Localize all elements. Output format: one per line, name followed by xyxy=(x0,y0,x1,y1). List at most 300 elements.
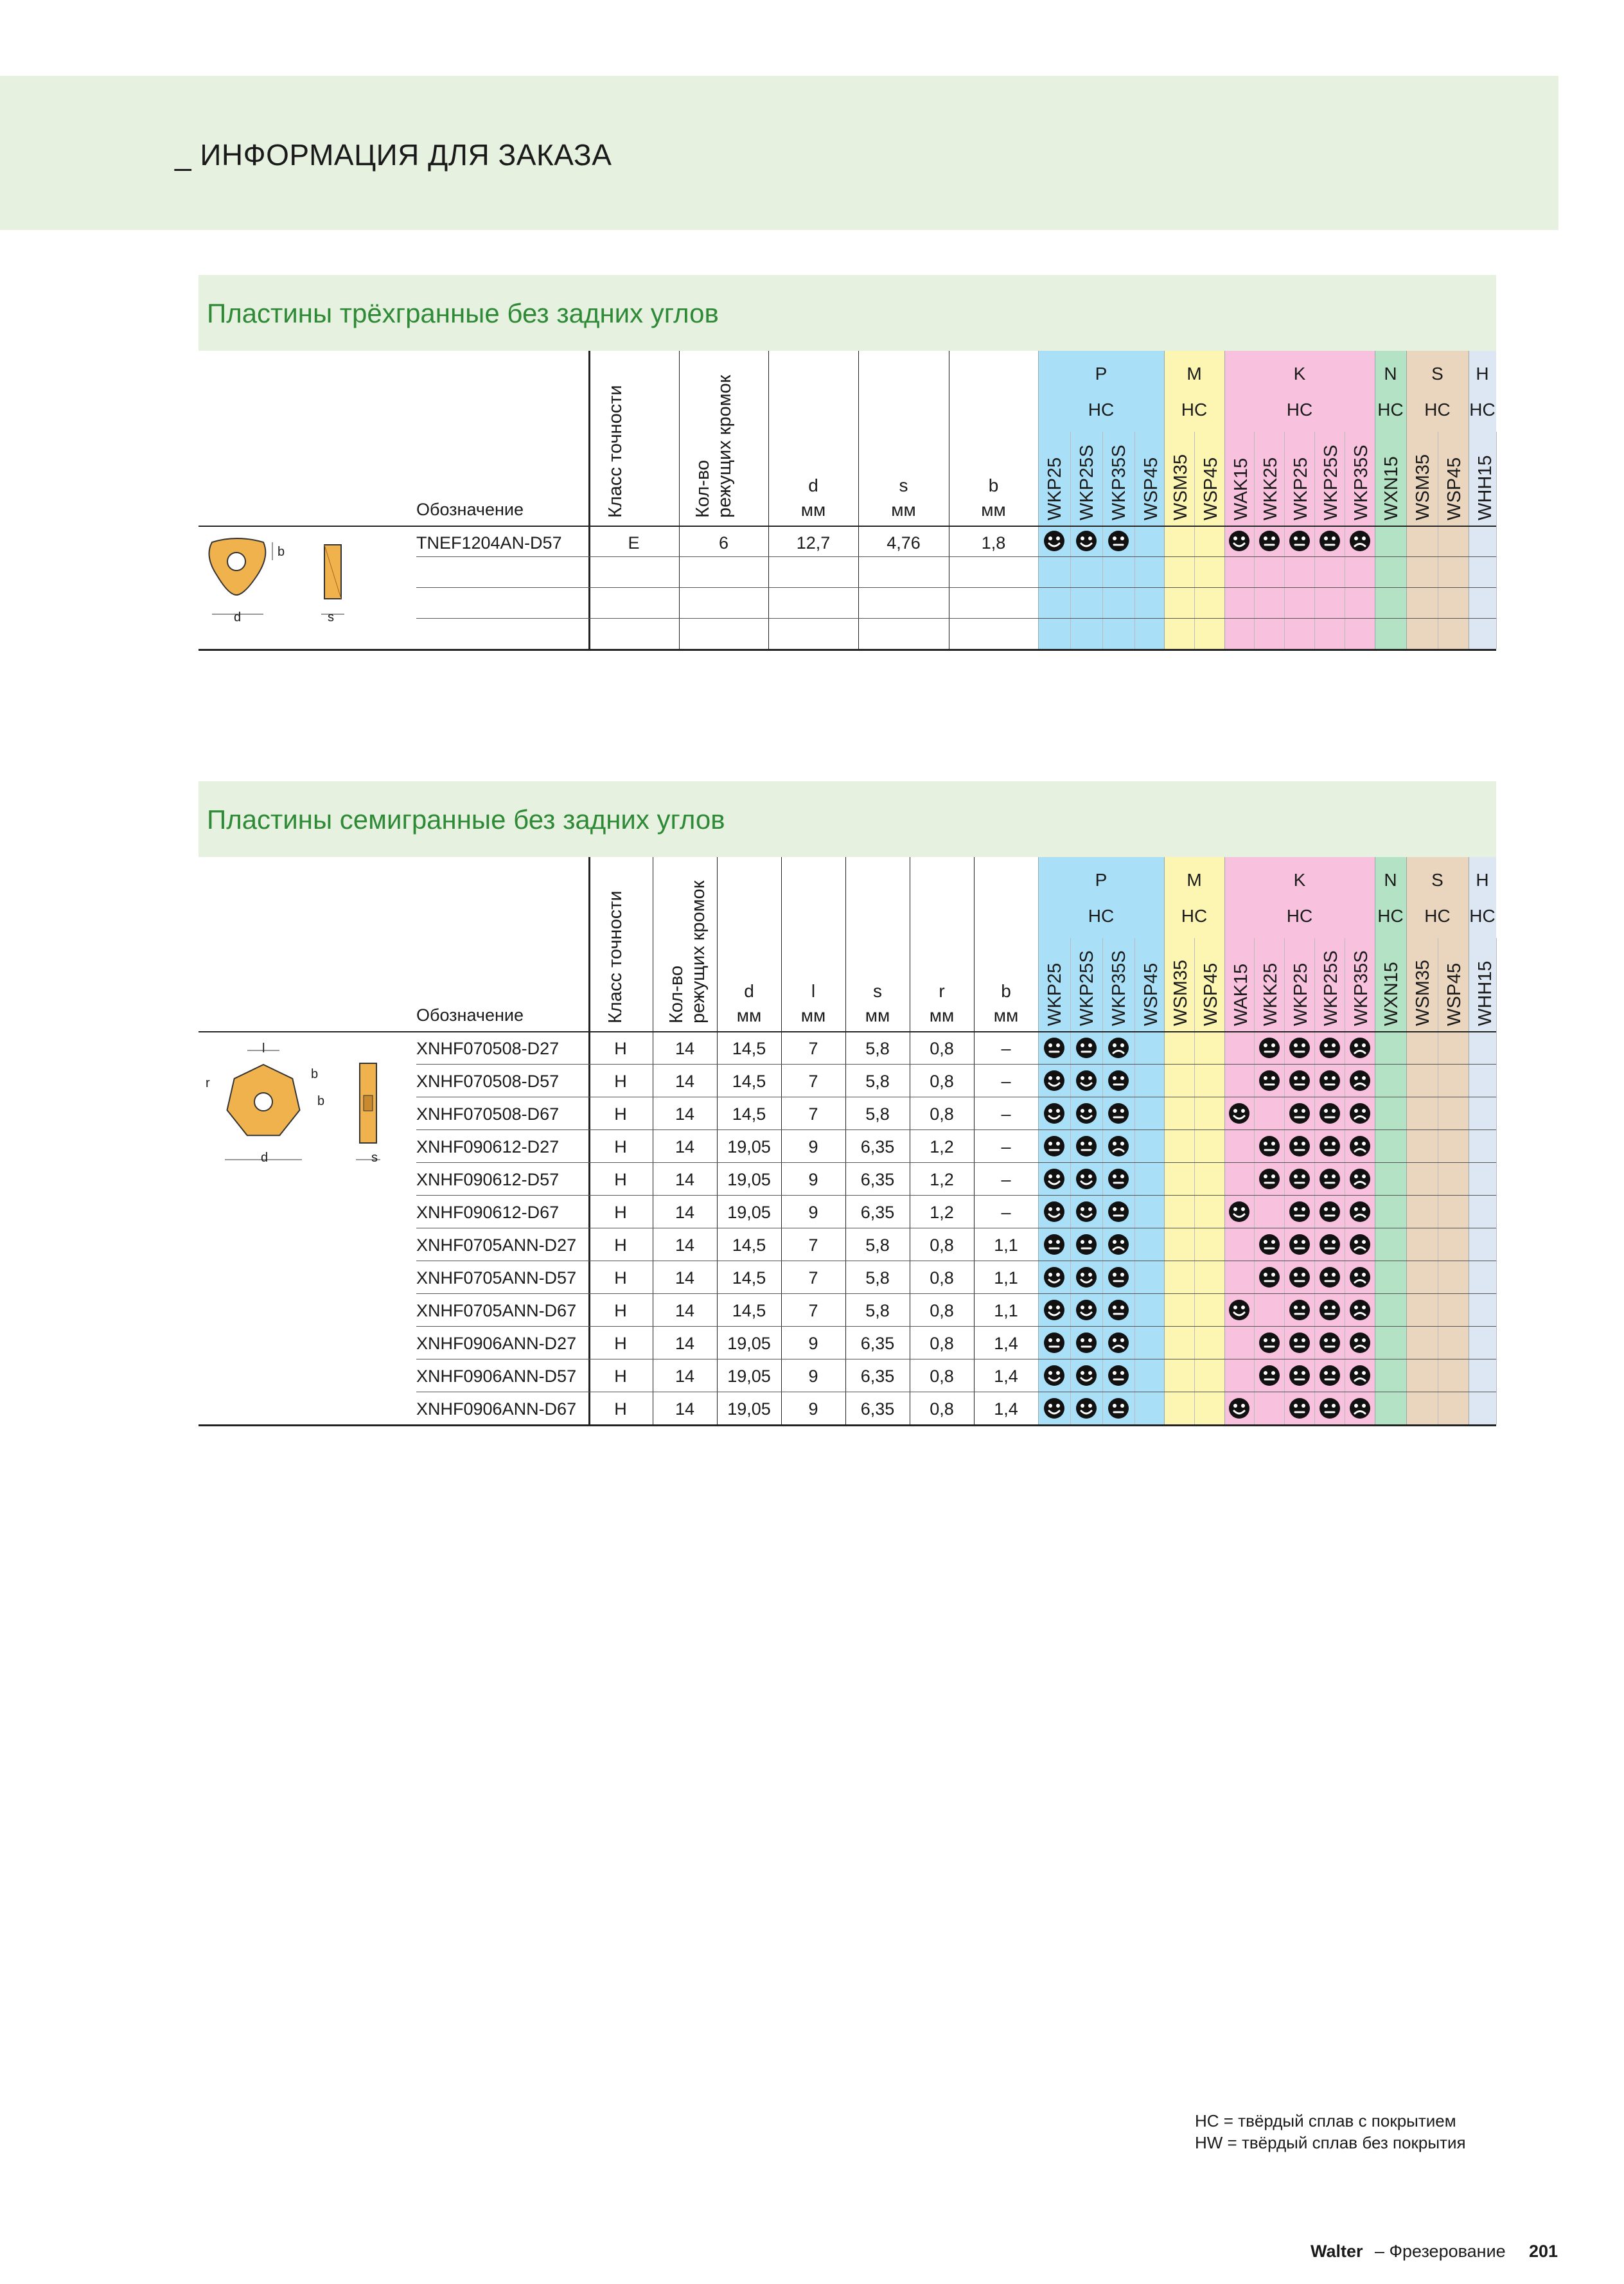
drawing-label-s: s xyxy=(328,610,334,624)
dimension-value: 4,76 xyxy=(887,533,921,553)
suitability-ok-icon xyxy=(1319,1266,1341,1288)
header-rule xyxy=(199,1031,1496,1032)
dim-label: l xyxy=(811,981,816,1001)
grade-label: WSP45 xyxy=(1444,962,1465,1026)
header-rule xyxy=(199,526,1496,527)
grade-divider xyxy=(1314,432,1315,649)
suitability-ok-icon xyxy=(1258,530,1280,552)
column-label-accuracy: Класс точности xyxy=(605,890,626,1023)
material-group-coating: HC xyxy=(1377,906,1404,926)
suitability-ok-icon xyxy=(1043,1135,1065,1157)
designation-code: XNHF0705ANN-D67 xyxy=(416,1301,577,1320)
cutting-edges: 14 xyxy=(675,1203,695,1222)
grade-label: WSM35 xyxy=(1413,454,1433,520)
material-group-coating: HC xyxy=(1286,906,1313,926)
suitability-ok-icon xyxy=(1319,1070,1341,1092)
suitability-good-icon xyxy=(1043,1299,1065,1321)
suitability-ok-icon xyxy=(1319,1299,1341,1321)
suitability-fair-icon xyxy=(1349,1201,1371,1223)
suitability-good-icon xyxy=(1043,1168,1065,1190)
material-group-coating: HC xyxy=(1469,400,1496,420)
dim-label: r xyxy=(939,981,945,1001)
grade-label: WKP25S xyxy=(1077,950,1097,1026)
dimension-value: 19,05 xyxy=(727,1399,771,1419)
material-group-label: S xyxy=(1431,364,1443,384)
dimension-value: 6,35 xyxy=(860,1367,895,1386)
cutting-edges: 14 xyxy=(675,1137,695,1156)
material-group-coating: HC xyxy=(1088,906,1115,926)
row-rule xyxy=(416,1129,1496,1130)
column-divider xyxy=(679,351,680,649)
dimension-value: 9 xyxy=(808,1334,818,1353)
cutting-edges: 14 xyxy=(675,1039,695,1058)
dimension-value: 1,4 xyxy=(994,1367,1018,1386)
drawing-label-b: b xyxy=(311,1067,319,1081)
insert-drawing-triangular xyxy=(199,531,385,633)
grade-label: WSM35 xyxy=(1170,959,1191,1026)
material-group-label: P xyxy=(1095,870,1108,890)
dimension-value: 14,5 xyxy=(732,1268,766,1288)
dimension-value: 9 xyxy=(808,1170,818,1189)
dimension-value: 7 xyxy=(808,1268,818,1288)
suitability-ok-icon xyxy=(1319,1037,1341,1059)
grade-label: WKP35S xyxy=(1351,950,1372,1026)
dimension-value: 7 xyxy=(808,1235,818,1255)
dimension-value: 0,8 xyxy=(930,1072,954,1091)
suitability-ok-icon xyxy=(1258,1168,1280,1190)
accuracy-class: H xyxy=(614,1072,627,1091)
dimension-value: 1,4 xyxy=(994,1399,1018,1419)
designation-code: XNHF0906ANN-D67 xyxy=(416,1399,577,1419)
suitability-ok-icon xyxy=(1289,1037,1311,1059)
suitability-good-icon xyxy=(1075,1201,1097,1223)
suitability-ok-icon xyxy=(1258,1070,1280,1092)
grade-label: WHH15 xyxy=(1475,455,1496,520)
dimension-value: 19,05 xyxy=(727,1367,771,1386)
suitability-fair-icon xyxy=(1349,1299,1371,1321)
suitability-ok-icon xyxy=(1289,1234,1311,1255)
suitability-good-icon xyxy=(1228,1102,1250,1124)
material-group-label: K xyxy=(1293,364,1306,384)
accuracy-class: H xyxy=(614,1203,627,1222)
suitability-good-icon xyxy=(1075,530,1097,552)
grade-label: WAK15 xyxy=(1231,457,1251,520)
grade-label: WKK25 xyxy=(1260,962,1281,1026)
designation-code: XNHF0705ANN-D57 xyxy=(416,1268,577,1288)
row-rule xyxy=(416,1326,1496,1327)
drawing-label-r: r xyxy=(206,1076,210,1090)
dimension-value: 6,35 xyxy=(860,1170,895,1189)
column-label-edges: Кол-во режущих кромок xyxy=(693,375,735,518)
grade-label: WKP25S xyxy=(1077,445,1097,520)
suitability-good-icon xyxy=(1075,1168,1097,1190)
dim-unit: мм xyxy=(800,1005,826,1025)
suitability-ok-icon xyxy=(1075,1332,1097,1354)
grade-label: WKP35S xyxy=(1351,445,1372,520)
column-divider xyxy=(768,351,769,649)
dim-unit: мм xyxy=(993,1005,1019,1025)
row-rule xyxy=(199,649,1496,651)
suitability-ok-icon xyxy=(1108,1070,1129,1092)
designation-label: Обозначение xyxy=(416,1005,524,1025)
row-rule xyxy=(199,1424,1496,1426)
footer-section: – Фрезерование xyxy=(1375,2242,1506,2261)
grade-divider xyxy=(1496,938,1497,1424)
suitability-ok-icon xyxy=(1319,1201,1341,1223)
material-group-coating: HC xyxy=(1424,906,1451,926)
suitability-ok-icon xyxy=(1319,1365,1341,1386)
grade-label: WXN15 xyxy=(1381,962,1402,1026)
dimension-value: 1,2 xyxy=(930,1170,954,1189)
grade-label: WKP35S xyxy=(1109,950,1129,1026)
grade-label: WKP25 xyxy=(1045,457,1065,520)
drawing-label-s: s xyxy=(371,1151,378,1165)
material-group-label: S xyxy=(1431,870,1443,890)
accuracy-class: H xyxy=(614,1137,627,1156)
suitability-good-icon xyxy=(1075,1365,1097,1386)
row-rule xyxy=(416,1293,1496,1294)
grade-divider xyxy=(1164,857,1165,1424)
suitability-fair-icon xyxy=(1349,1365,1371,1386)
dimension-value: 19,05 xyxy=(727,1137,771,1156)
suitability-ok-icon xyxy=(1108,530,1129,552)
dimension-value: 14,5 xyxy=(732,1104,766,1124)
designation-code: XNHF070508-D27 xyxy=(416,1039,560,1058)
accuracy-class: H xyxy=(614,1367,627,1386)
suitability-fair-icon xyxy=(1349,1070,1371,1092)
material-group-coating: HC xyxy=(1469,906,1496,926)
grade-divider xyxy=(1194,432,1195,649)
grade-divider xyxy=(1254,432,1255,649)
grade-divider xyxy=(1134,938,1135,1424)
suitability-fair-icon xyxy=(1349,1234,1371,1255)
suitability-fair-icon xyxy=(1349,1135,1371,1157)
dimension-value: 6,35 xyxy=(860,1203,895,1222)
dimension-value: – xyxy=(1001,1170,1011,1189)
designation-code: XNHF090612-D27 xyxy=(416,1137,560,1156)
dimension-value: 0,8 xyxy=(930,1235,954,1255)
dimension-value: 0,8 xyxy=(930,1367,954,1386)
suitability-ok-icon xyxy=(1319,1135,1341,1157)
suitability-fair-icon xyxy=(1349,1037,1371,1059)
section-title: Пластины трёхгранные без задних углов xyxy=(207,298,719,328)
grade-label: WSP45 xyxy=(1141,962,1161,1026)
grade-divider xyxy=(1038,857,1039,1424)
material-group-coating: HC xyxy=(1181,400,1208,420)
designation-code: XNHF0705ANN-D27 xyxy=(416,1235,577,1255)
suitability-good-icon xyxy=(1228,530,1250,552)
suitability-ok-icon xyxy=(1108,1365,1129,1386)
dimension-value: 12,7 xyxy=(796,533,831,553)
grade-label: WSP45 xyxy=(1201,457,1221,520)
grade-divider xyxy=(1496,432,1497,649)
cutting-edges: 14 xyxy=(675,1072,695,1091)
accuracy-class: H xyxy=(614,1235,627,1255)
designation-code: XNHF090612-D67 xyxy=(416,1203,560,1222)
dimension-value: 9 xyxy=(808,1367,818,1386)
suitability-good-icon xyxy=(1075,1266,1097,1288)
row-rule xyxy=(416,1195,1496,1196)
suitability-good-icon xyxy=(1043,1397,1065,1419)
suitability-ok-icon xyxy=(1108,1266,1129,1288)
accuracy-class: H xyxy=(614,1334,627,1353)
dimension-value: 1,1 xyxy=(994,1268,1018,1288)
suitability-ok-icon xyxy=(1289,1102,1311,1124)
dimension-value: – xyxy=(1001,1072,1011,1091)
dim-label: d xyxy=(808,475,818,495)
dimension-value: 1,4 xyxy=(994,1334,1018,1353)
dim-unit: мм xyxy=(736,1005,762,1025)
suitability-ok-icon xyxy=(1108,1102,1129,1124)
suitability-ok-icon xyxy=(1075,1135,1097,1157)
column-label-accuracy: Класс точности xyxy=(605,385,626,518)
dimension-value: 14,5 xyxy=(732,1235,766,1255)
dimension-value: 7 xyxy=(808,1039,818,1058)
suitability-ok-icon xyxy=(1289,1135,1311,1157)
cutting-edges: 14 xyxy=(675,1334,695,1353)
dimension-value: 14,5 xyxy=(732,1072,766,1091)
cutting-edges: 14 xyxy=(675,1367,695,1386)
material-group-coating: HC xyxy=(1286,400,1313,420)
dimension-value: 19,05 xyxy=(727,1203,771,1222)
dimension-value: 6,35 xyxy=(860,1137,895,1156)
suitability-good-icon xyxy=(1075,1070,1097,1092)
dimension-value: 6,35 xyxy=(860,1399,895,1419)
page-number: 201 xyxy=(1529,2242,1558,2261)
suitability-ok-icon xyxy=(1319,1234,1341,1255)
suitability-ok-icon xyxy=(1319,1168,1341,1190)
dimension-value: 5,8 xyxy=(865,1301,890,1320)
suitability-fair-icon xyxy=(1349,530,1371,552)
dimension-value: 7 xyxy=(808,1072,818,1091)
suitability-ok-icon xyxy=(1043,1234,1065,1255)
row-rule xyxy=(416,587,1496,588)
dim-unit: мм xyxy=(929,1005,955,1025)
drawing-label-b2: b xyxy=(317,1094,325,1108)
suitability-fair-icon xyxy=(1349,1397,1371,1419)
material-group-label: M xyxy=(1187,364,1202,384)
designation-label: Обозначение xyxy=(416,500,524,519)
dimension-value: 9 xyxy=(808,1203,818,1222)
accuracy-class: E xyxy=(628,533,640,553)
material-group-label: H xyxy=(1476,364,1489,384)
suitability-ok-icon xyxy=(1258,1234,1280,1255)
suitability-good-icon xyxy=(1228,1299,1250,1321)
grade-label: WKP35S xyxy=(1109,445,1129,520)
material-group-label: K xyxy=(1293,870,1306,890)
suitability-ok-icon xyxy=(1108,1201,1129,1223)
grade-divider xyxy=(1102,432,1103,649)
cutting-edges: 14 xyxy=(675,1104,695,1124)
grade-divider xyxy=(1164,351,1165,649)
dimension-value: 5,8 xyxy=(865,1235,890,1255)
dimension-value: 7 xyxy=(808,1104,818,1124)
dimension-value: 5,8 xyxy=(865,1104,890,1124)
grade-divider xyxy=(1194,938,1195,1424)
dimension-value: 1,1 xyxy=(994,1301,1018,1320)
suitability-ok-icon xyxy=(1258,1332,1280,1354)
footnote-hc: HC = твёрдый сплав с покрытием xyxy=(1195,2111,1456,2130)
suitability-ok-icon xyxy=(1075,1037,1097,1059)
drawing-label-d: d xyxy=(234,610,242,624)
grade-label: WKP25 xyxy=(1045,962,1065,1026)
suitability-ok-icon xyxy=(1108,1299,1129,1321)
material-group-coating: HC xyxy=(1088,400,1115,420)
footer-brand: Walter xyxy=(1311,2242,1363,2261)
accuracy-class: H xyxy=(614,1268,627,1288)
material-group-bg xyxy=(1375,857,1406,1424)
grade-divider xyxy=(1406,857,1407,1424)
dimension-value: 19,05 xyxy=(727,1170,771,1189)
material-group-label: H xyxy=(1476,870,1489,890)
dimension-value: 0,8 xyxy=(930,1301,954,1320)
suitability-fair-icon xyxy=(1108,1234,1129,1255)
suitability-ok-icon xyxy=(1319,1397,1341,1419)
suitability-ok-icon xyxy=(1289,1070,1311,1092)
dimension-value: 1,2 xyxy=(930,1137,954,1156)
dimension-value: 5,8 xyxy=(865,1072,890,1091)
dimension-value: 9 xyxy=(808,1137,818,1156)
row-rule xyxy=(416,1064,1496,1065)
suitability-good-icon xyxy=(1043,1201,1065,1223)
cutting-edges: 14 xyxy=(675,1170,695,1189)
grade-divider xyxy=(1102,938,1103,1424)
designation-code: XNHF0906ANN-D27 xyxy=(416,1334,577,1353)
accuracy-class: H xyxy=(614,1104,627,1124)
cutting-edges: 14 xyxy=(675,1268,695,1288)
suitability-ok-icon xyxy=(1289,1168,1311,1190)
dimension-value: 1,8 xyxy=(981,533,1006,553)
material-group-label: M xyxy=(1187,870,1202,890)
designation-code: XNHF0906ANN-D57 xyxy=(416,1367,577,1386)
dim-unit: мм xyxy=(981,500,1006,520)
dimension-value: 5,8 xyxy=(865,1268,890,1288)
dimension-value: 19,05 xyxy=(727,1334,771,1353)
dim-label: s xyxy=(873,981,882,1001)
column-label-edges: Кол-во режущих кромок xyxy=(666,880,709,1023)
grade-divider xyxy=(1314,938,1315,1424)
suitability-ok-icon xyxy=(1289,1201,1311,1223)
suitability-ok-icon xyxy=(1289,1365,1311,1386)
suitability-ok-icon xyxy=(1319,530,1341,552)
suitability-fair-icon xyxy=(1349,1332,1371,1354)
designation-code: XNHF090612-D57 xyxy=(416,1170,560,1189)
suitability-fair-icon xyxy=(1349,1102,1371,1124)
dim-label: b xyxy=(1001,981,1011,1001)
cutting-edges: 6 xyxy=(718,533,729,553)
grade-label: WAK15 xyxy=(1231,963,1251,1026)
grade-divider xyxy=(1038,351,1039,649)
suitability-fair-icon xyxy=(1349,1168,1371,1190)
suitability-ok-icon xyxy=(1075,1234,1097,1255)
dimension-value: 0,8 xyxy=(930,1104,954,1124)
grade-divider xyxy=(1406,351,1407,649)
suitability-ok-icon xyxy=(1289,1397,1311,1419)
dimension-value: 5,8 xyxy=(865,1039,890,1058)
suitability-ok-icon xyxy=(1258,1135,1280,1157)
grade-divider xyxy=(1134,432,1135,649)
dimension-value: 6,35 xyxy=(860,1334,895,1353)
suitability-ok-icon xyxy=(1319,1332,1341,1354)
dim-unit: мм xyxy=(800,500,826,520)
suitability-good-icon xyxy=(1043,1266,1065,1288)
suitability-good-icon xyxy=(1075,1299,1097,1321)
grade-label: WSP45 xyxy=(1141,457,1161,520)
dimension-value: 7 xyxy=(808,1301,818,1320)
grade-divider xyxy=(1224,351,1225,649)
footnote-hw: HW = твёрдый сплав без покрытия xyxy=(1195,2133,1466,2152)
suitability-ok-icon xyxy=(1108,1168,1129,1190)
grade-label: WSM35 xyxy=(1413,959,1433,1026)
dimension-value: – xyxy=(1001,1039,1011,1058)
suitability-good-icon xyxy=(1043,1102,1065,1124)
cutting-edges: 14 xyxy=(675,1399,695,1419)
dim-label: d xyxy=(744,981,754,1001)
grade-divider xyxy=(1284,938,1285,1424)
dimension-value: – xyxy=(1001,1104,1011,1124)
accuracy-class: H xyxy=(614,1170,627,1189)
row-rule xyxy=(416,1162,1496,1163)
dimension-value: – xyxy=(1001,1203,1011,1222)
dimension-value: 0,8 xyxy=(930,1399,954,1419)
material-group-bg xyxy=(1469,857,1496,1424)
material-group-label: N xyxy=(1384,870,1397,890)
dim-label: b xyxy=(988,475,999,495)
grade-divider xyxy=(1070,432,1071,649)
grade-label: WXN15 xyxy=(1381,456,1402,520)
accuracy-class: H xyxy=(614,1301,627,1320)
grade-divider xyxy=(1254,938,1255,1424)
grade-divider xyxy=(1284,432,1285,649)
accuracy-class: H xyxy=(614,1399,627,1419)
row-rule xyxy=(416,556,1496,557)
material-group-coating: HC xyxy=(1424,400,1451,420)
grade-label: WKP25 xyxy=(1291,457,1311,520)
cutting-edges: 14 xyxy=(675,1301,695,1320)
dim-unit: мм xyxy=(891,500,916,520)
page-title: _ ИНФОРМАЦИЯ ДЛЯ ЗАКАЗА xyxy=(175,138,612,172)
suitability-fair-icon xyxy=(1108,1135,1129,1157)
dimension-value: 1,2 xyxy=(930,1203,954,1222)
grade-label: WHH15 xyxy=(1475,961,1496,1026)
grade-label: WKP25S xyxy=(1321,950,1341,1026)
column-divider xyxy=(858,351,859,649)
suitability-good-icon xyxy=(1043,1365,1065,1386)
insert-drawing-heptagonal xyxy=(199,1038,398,1179)
grade-label: WSM35 xyxy=(1170,454,1191,520)
suitability-good-icon xyxy=(1075,1102,1097,1124)
material-group-label: N xyxy=(1384,364,1397,384)
suitability-ok-icon xyxy=(1258,1037,1280,1059)
material-group-label: P xyxy=(1095,364,1108,384)
dimension-value: 1,1 xyxy=(994,1235,1018,1255)
grade-label: WSP45 xyxy=(1444,457,1465,520)
suitability-good-icon xyxy=(1075,1397,1097,1419)
grade-divider xyxy=(1070,938,1071,1424)
suitability-ok-icon xyxy=(1289,1266,1311,1288)
material-group-coating: HC xyxy=(1377,400,1404,420)
designation-code: TNEF1204AN-D57 xyxy=(416,533,562,553)
suitability-ok-icon xyxy=(1043,1332,1065,1354)
dimension-value: 0,8 xyxy=(930,1334,954,1353)
suitability-good-icon xyxy=(1228,1201,1250,1223)
suitability-ok-icon xyxy=(1289,1332,1311,1354)
suitability-ok-icon xyxy=(1258,1365,1280,1386)
dimension-value: 14,5 xyxy=(732,1301,766,1320)
dimension-value: 14,5 xyxy=(732,1039,766,1058)
suitability-ok-icon xyxy=(1258,1266,1280,1288)
grade-label: WKP25S xyxy=(1321,445,1341,520)
